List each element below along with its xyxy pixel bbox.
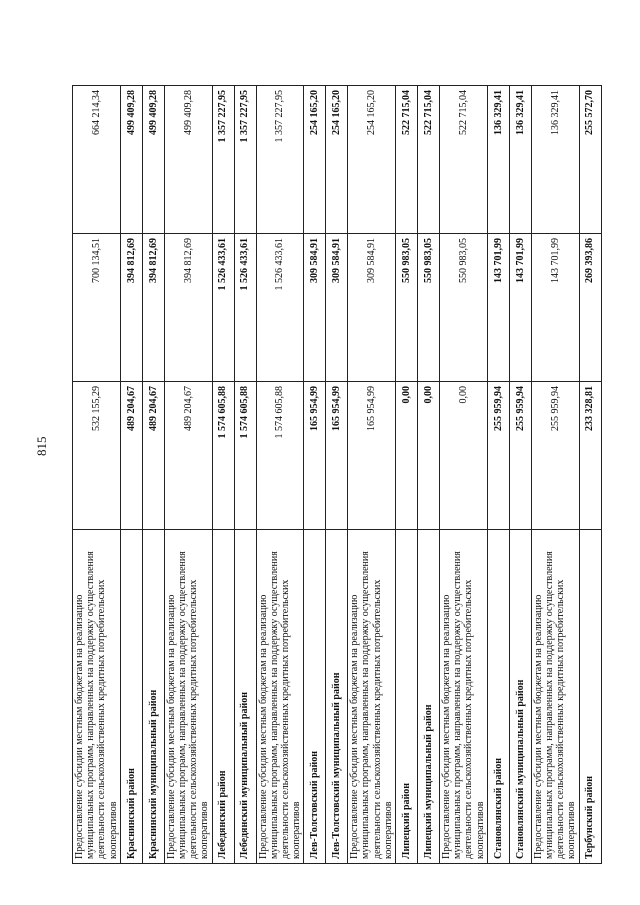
value-col-3: 664 214,34 (73, 86, 121, 234)
row-label: Лебедянский район (212, 530, 234, 864)
value-col-1: 233 328,81 (579, 382, 601, 530)
row-label: Предоставление субсидии местным бюджетам на реализацию муниципальных программ, направленных на поддержку осуществления деятельности сельскохозяйственных кредитных потребительских кооперативов (348, 530, 396, 864)
row-label: Предоставление субсидии местным бюджетам на реализацию муниципальных программ, направленных на поддержку осуществления деятельности сельскохозяйственных кредитных потребительских кооперативов (73, 530, 121, 864)
page-number: 815 (34, 436, 49, 456)
value-col-3: 1 357 227,95 (234, 86, 256, 234)
value-col-3: 499 409,28 (142, 86, 164, 234)
value-col-1: 1 574 605,88 (234, 382, 256, 530)
value-col-1: 1 574 605,88 (212, 382, 234, 530)
row-label: Краснинский район (120, 530, 142, 864)
value-col-3: 136 329,41 (509, 86, 531, 234)
value-col-1: 255 959,94 (487, 382, 509, 530)
subsidy-row (440, 86, 488, 864)
value-col-1: 0,00 (396, 382, 418, 530)
value-col-1: 0,00 (418, 382, 440, 530)
row-label: Краснинский муниципальный район (142, 530, 164, 864)
value-col-2: 550 983,05 (418, 234, 440, 382)
value-col-3: 522 715,04 (396, 86, 418, 234)
value-col-2: 309 584,91 (348, 234, 396, 382)
row-label: Предоставление субсидии местным бюджетам на реализацию муниципальных программ, направленных на поддержку осуществления деятельности сельскохозяйственных кредитных потребительских кооперативов (440, 530, 488, 864)
budget-table-container (72, 86, 594, 864)
subsidy-row (73, 86, 121, 864)
value-col-1: 489 204,67 (120, 382, 142, 530)
value-col-1: 489 204,67 (164, 382, 212, 530)
value-col-2: 700 134,51 (73, 234, 121, 382)
budget-table-body (73, 86, 602, 864)
row-label: Предоставление субсидии местным бюджетам на реализацию муниципальных программ, направленных на поддержку осуществления деятельности сельскохозяйственных кредитных потребительских кооперативов (164, 530, 212, 864)
value-col-3: 499 409,28 (164, 86, 212, 234)
row-label: Лев-Толстовский муниципальный район (326, 530, 348, 864)
value-col-2: 394 812,69 (164, 234, 212, 382)
row-label: Лев-Толстовский район (304, 530, 326, 864)
value-col-3: 254 165,20 (326, 86, 348, 234)
value-col-1: 1 574 605,88 (256, 382, 304, 530)
value-col-2: 394 812,69 (142, 234, 164, 382)
row-label: Липецкий район (396, 530, 418, 864)
value-col-2: 1 526 433,61 (256, 234, 304, 382)
value-col-3: 499 409,28 (120, 86, 142, 234)
row-label: Предоставление субсидии местным бюджетам на реализацию муниципальных программ, направленных на поддержку осуществления деятельности сельскохозяйственных кредитных потребительских кооперативов (256, 530, 304, 864)
value-col-1: 0,00 (440, 382, 488, 530)
row-label: Тербунский район (579, 530, 601, 864)
value-col-3: 254 165,20 (348, 86, 396, 234)
row-label: Становлянский район (487, 530, 509, 864)
district-row (304, 86, 326, 864)
district-row (142, 86, 164, 864)
district-row (396, 86, 418, 864)
district-row (509, 86, 531, 864)
value-col-3: 522 715,04 (440, 86, 488, 234)
value-col-1: 165 954,99 (326, 382, 348, 530)
subsidy-row (531, 86, 579, 864)
value-col-2: 143 701,99 (509, 234, 531, 382)
district-row (326, 86, 348, 864)
district-row (487, 86, 509, 864)
subsidy-row (256, 86, 304, 864)
value-col-2: 309 584,91 (326, 234, 348, 382)
district-row (212, 86, 234, 864)
row-label: Лебедянский муниципальный район (234, 530, 256, 864)
value-col-3: 1 357 227,95 (212, 86, 234, 234)
row-label: Липецкий муниципальный район (418, 530, 440, 864)
value-col-1: 165 954,99 (304, 382, 326, 530)
value-col-2: 394 812,69 (120, 234, 142, 382)
subsidy-row (164, 86, 212, 864)
value-col-3: 136 329,41 (531, 86, 579, 234)
district-row (234, 86, 256, 864)
value-col-1: 532 155,29 (73, 382, 121, 530)
value-col-1: 255 959,94 (531, 382, 579, 530)
district-row (418, 86, 440, 864)
row-label: Предоставление субсидии местным бюджетам на реализацию муниципальных программ, направленных на поддержку осуществления деятельности сельскохозяйственных кредитных потребительских кооперативов (531, 530, 579, 864)
value-col-3: 1 357 227,95 (256, 86, 304, 234)
value-col-2: 143 701,99 (531, 234, 579, 382)
value-col-2: 309 584,91 (304, 234, 326, 382)
value-col-2: 1 526 433,61 (212, 234, 234, 382)
district-row (579, 86, 601, 864)
value-col-3: 136 329,41 (487, 86, 509, 234)
value-col-1: 489 204,67 (142, 382, 164, 530)
subsidy-row (348, 86, 396, 864)
district-row (120, 86, 142, 864)
value-col-2: 269 393,86 (579, 234, 601, 382)
budget-table (72, 85, 602, 864)
value-col-2: 550 983,05 (396, 234, 418, 382)
value-col-2: 1 526 433,61 (234, 234, 256, 382)
value-col-3: 254 165,20 (304, 86, 326, 234)
value-col-1: 255 959,94 (509, 382, 531, 530)
value-col-2: 550 983,05 (440, 234, 488, 382)
value-col-3: 255 572,70 (579, 86, 601, 234)
value-col-3: 522 715,04 (418, 86, 440, 234)
row-label: Становлянский муниципальный район (509, 530, 531, 864)
value-col-1: 165 954,99 (348, 382, 396, 530)
value-col-2: 143 701,99 (487, 234, 509, 382)
